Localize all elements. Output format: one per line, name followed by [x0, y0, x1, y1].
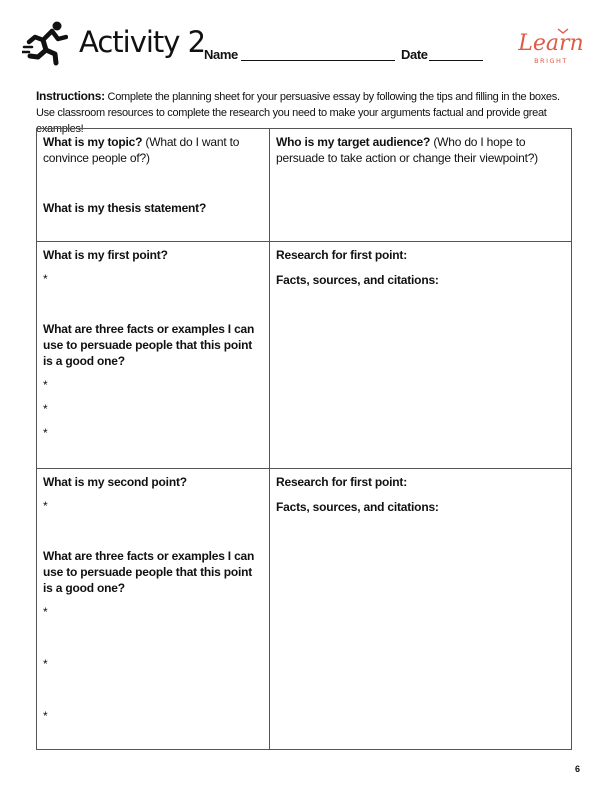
running-person-icon	[22, 20, 68, 66]
second-fact-bullet-1: *	[43, 605, 48, 619]
table-row-second-point	[37, 469, 572, 750]
name-line	[241, 60, 395, 61]
table-row-first-point	[37, 242, 572, 469]
second-point-bullet: *	[43, 499, 48, 513]
first-point-cell[interactable]	[37, 242, 270, 469]
second-facts-question: What are three facts or examples I can use to persuade people that this point is a good one?	[43, 549, 255, 595]
topic-question: What is my topic?	[43, 135, 143, 149]
date-label: Date	[401, 47, 428, 62]
page-header	[0, 0, 612, 85]
second-research-cell[interactable]	[270, 469, 572, 750]
audience-hint: (Who do I hope to persuade to take action or change their viewpoint?)	[276, 135, 538, 165]
logo-sub: BRIGHT	[534, 57, 568, 65]
logo-word: Learn	[518, 31, 584, 56]
topic-hint: (What do I want to convince people of?)	[43, 135, 240, 165]
instructions-text: Complete the planning sheet for your persuasive essay by following the tips and filling in the boxes. Use classroom resources to complete the research you need to make your arguments factual and provide great examples!	[36, 91, 560, 135]
planning-table	[36, 128, 572, 750]
second-sources-label: Facts, sources, and citations:	[276, 500, 439, 514]
activity-title: Activity 2	[79, 25, 206, 59]
first-point-question: What is my first point?	[43, 248, 168, 262]
audience-cell[interactable]	[270, 129, 572, 242]
first-point-bullet: *	[43, 272, 48, 286]
first-fact-bullet-1: *	[43, 378, 48, 392]
table-row-topic	[37, 129, 572, 242]
first-sources-label: Facts, sources, and citations:	[276, 273, 439, 287]
name-label: Name	[204, 47, 238, 62]
date-line	[429, 60, 483, 61]
learn-bright-logo	[518, 26, 584, 68]
second-point-question: What is my second point?	[43, 475, 187, 489]
second-point-cell[interactable]	[37, 469, 270, 750]
second-fact-bullet-3: *	[43, 709, 48, 723]
thesis-question: What is my thesis statement?	[43, 201, 207, 215]
second-research-label: Research for first point:	[276, 475, 408, 489]
topic-cell[interactable]	[37, 129, 270, 242]
page-number: 6	[575, 764, 581, 774]
first-research-label: Research for first point:	[276, 248, 408, 262]
second-fact-bullet-2: *	[43, 657, 48, 671]
instructions-lead: Instructions:	[36, 89, 105, 103]
first-fact-bullet-2: *	[43, 402, 48, 416]
first-fact-bullet-3: *	[43, 426, 48, 440]
first-research-cell[interactable]	[270, 242, 572, 469]
first-facts-question: What are three facts or examples I can use to persuade people that this point is a good one?	[43, 322, 255, 368]
audience-question: Who is my target audience?	[276, 135, 431, 149]
